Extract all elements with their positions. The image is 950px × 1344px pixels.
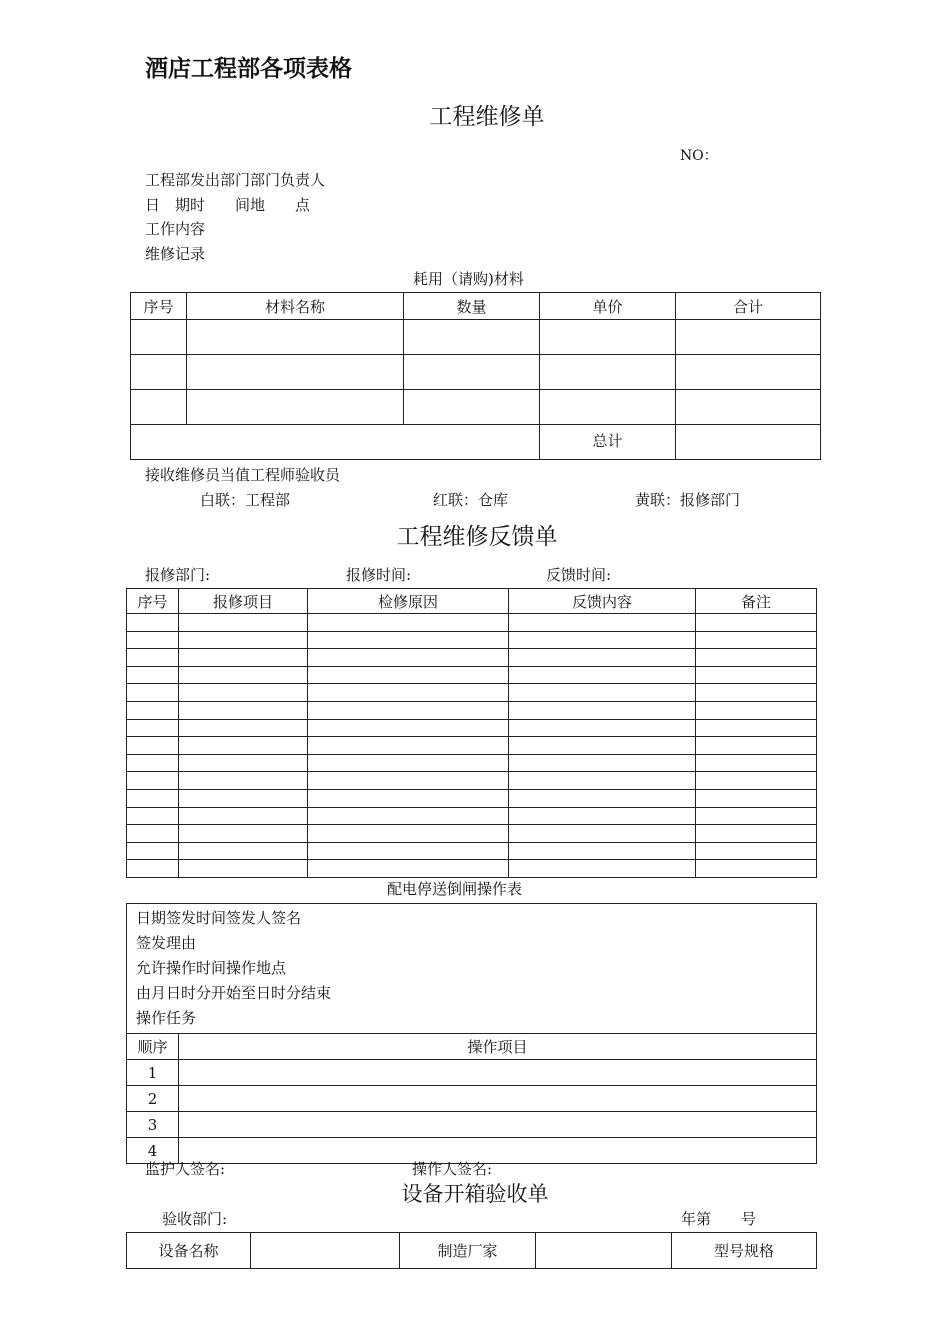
copy-red: 红联：仓库 — [433, 491, 509, 509]
table-cell[interactable] — [696, 684, 817, 702]
feedback-return-time-label: 反馈时间: — [546, 566, 612, 584]
table-cell[interactable] — [127, 860, 179, 878]
feedback-header-row — [127, 589, 817, 614]
table-cell[interactable] — [308, 772, 509, 790]
table-cell[interactable] — [131, 390, 187, 425]
feedback-table-body — [127, 614, 817, 878]
table-row — [127, 649, 817, 667]
table-cell[interactable] — [179, 701, 308, 719]
table-cell[interactable] — [696, 701, 817, 719]
table-cell[interactable] — [127, 719, 179, 737]
table-cell[interactable] — [308, 631, 509, 649]
table-row — [127, 719, 817, 737]
table-row — [127, 666, 817, 684]
feedback-time-label: 报修时间: — [346, 566, 412, 584]
table-row — [131, 320, 821, 355]
unboxing-year-number: 年第 号 — [681, 1210, 757, 1228]
materials-caption: 耗用（请购)材料 — [413, 270, 524, 288]
table-cell[interactable] — [509, 807, 696, 825]
table-cell[interactable] — [696, 666, 817, 684]
table-cell[interactable] — [696, 860, 817, 878]
table-cell[interactable] — [127, 754, 179, 772]
table-cell[interactable] — [179, 737, 308, 755]
table-cell[interactable] — [308, 860, 509, 878]
table-cell[interactable] — [509, 719, 696, 737]
table-cell[interactable] — [308, 614, 509, 632]
table-cell[interactable] — [308, 701, 509, 719]
table-cell[interactable] — [696, 807, 817, 825]
table-cell[interactable] — [509, 631, 696, 649]
materials-table — [130, 292, 821, 460]
table-cell[interactable] — [127, 666, 179, 684]
manufacturer-cell[interactable] — [536, 1233, 672, 1269]
table-row — [127, 825, 817, 843]
table-cell[interactable] — [308, 684, 509, 702]
table-row — [131, 390, 821, 425]
table-cell[interactable] — [308, 807, 509, 825]
col-header-remarks: 备注 — [696, 589, 817, 614]
table-cell[interactable] — [696, 737, 817, 755]
unboxing-dept-label: 验收部门: — [162, 1210, 228, 1228]
table-cell[interactable] — [179, 719, 308, 737]
table-cell[interactable] — [404, 390, 540, 425]
table-row — [127, 807, 817, 825]
table-cell[interactable] — [509, 684, 696, 702]
table-cell[interactable] — [179, 842, 308, 860]
repair-order-number-label: NO： — [680, 148, 718, 164]
table-cell[interactable] — [127, 842, 179, 860]
table-cell[interactable] — [696, 772, 817, 790]
copy-yellow: 黄联：报修部门 — [635, 491, 741, 509]
switch-info-task: 操作任务 — [136, 1009, 197, 1027]
col-header-cause: 检修原因 — [308, 589, 509, 614]
table-cell[interactable] — [127, 789, 179, 807]
table-cell[interactable] — [179, 860, 308, 878]
table-cell[interactable] — [509, 825, 696, 843]
table-cell[interactable] — [509, 666, 696, 684]
table-cell[interactable] — [127, 631, 179, 649]
materials-header-row — [131, 293, 821, 320]
table-row — [127, 684, 817, 702]
row-number: 1 — [127, 1060, 179, 1086]
table-cell[interactable] — [696, 825, 817, 843]
repair-order-line-record: 维修记录 — [145, 245, 206, 263]
switch-info-period: 由月日时分开始至日时分结束 — [136, 984, 332, 1002]
table-cell[interactable] — [179, 1086, 817, 1112]
table-cell[interactable] — [509, 649, 696, 667]
table-cell[interactable] — [696, 649, 817, 667]
feedback-table — [126, 588, 817, 878]
table-row — [127, 1086, 817, 1112]
table-row — [127, 701, 817, 719]
device-name-cell[interactable] — [251, 1233, 400, 1269]
col-header-operation-item: 操作项目 — [179, 1034, 817, 1060]
table-cell[interactable] — [187, 390, 404, 425]
table-cell[interactable] — [308, 825, 509, 843]
table-cell[interactable] — [127, 701, 179, 719]
col-header-seq: 序号 — [131, 293, 187, 320]
table-cell[interactable] — [179, 614, 308, 632]
device-name-label: 设备名称 — [127, 1233, 251, 1269]
table-cell[interactable] — [696, 614, 817, 632]
col-header-seq: 序号 — [127, 589, 179, 614]
table-cell[interactable] — [127, 825, 179, 843]
col-header-unit-price: 单价 — [540, 293, 676, 320]
col-header-quantity: 数量 — [404, 293, 540, 320]
table-cell[interactable] — [540, 355, 676, 390]
table-cell[interactable] — [179, 666, 308, 684]
table-cell[interactable] — [540, 390, 676, 425]
document-title: 酒店工程部各项表格 — [145, 55, 352, 82]
table-cell[interactable] — [676, 320, 821, 355]
switch-info-reason: 签发理由 — [136, 934, 197, 952]
table-cell[interactable] — [131, 355, 187, 390]
table-cell[interactable] — [404, 320, 540, 355]
table-cell[interactable] — [308, 754, 509, 772]
model-spec-label: 型号规格 — [672, 1233, 817, 1269]
signoff-line: 接收维修员当值工程师验收员 — [145, 466, 341, 484]
table-cell[interactable] — [509, 842, 696, 860]
table-row — [127, 842, 817, 860]
total-value-cell[interactable] — [676, 425, 821, 460]
row-number: 4 — [127, 1138, 179, 1164]
unboxing-form-title: 设备开箱验收单 — [401, 1182, 549, 1206]
table-cell[interactable] — [308, 842, 509, 860]
table-row — [127, 614, 817, 632]
table-cell[interactable] — [187, 355, 404, 390]
table-row — [127, 631, 817, 649]
row-number: 3 — [127, 1112, 179, 1138]
table-row — [127, 754, 817, 772]
col-header-order: 顺序 — [127, 1034, 179, 1060]
table-cell[interactable] — [308, 789, 509, 807]
table-cell[interactable] — [179, 1060, 817, 1086]
manufacturer-label: 制造厂家 — [400, 1233, 536, 1269]
col-header-material-name: 材料名称 — [187, 293, 404, 320]
guardian-sign-label: 监护人签名: — [145, 1160, 226, 1178]
row-number: 2 — [127, 1086, 179, 1112]
table-cell[interactable] — [676, 355, 821, 390]
repair-order-line-content: 工作内容 — [145, 220, 206, 238]
table-cell[interactable] — [179, 1112, 817, 1138]
table-row — [127, 1060, 817, 1086]
table-cell[interactable] — [509, 737, 696, 755]
table-cell[interactable] — [696, 789, 817, 807]
table-cell[interactable] — [308, 719, 509, 737]
table-cell[interactable] — [179, 825, 308, 843]
table-cell[interactable] — [404, 355, 540, 390]
repair-order-line-date: 日 期时 间地 点 — [145, 196, 311, 214]
table-cell[interactable] — [509, 701, 696, 719]
table-cell[interactable] — [127, 737, 179, 755]
repair-order-title: 工程维修单 — [429, 104, 545, 130]
table-cell — [131, 425, 540, 460]
table-cell[interactable] — [127, 649, 179, 667]
table-cell[interactable] — [308, 737, 509, 755]
table-cell[interactable] — [127, 684, 179, 702]
table-row — [127, 1233, 817, 1269]
table-cell[interactable] — [696, 754, 817, 772]
table-cell[interactable] — [179, 649, 308, 667]
table-cell[interactable] — [127, 614, 179, 632]
repair-order-line-dept: 工程部发出部门部门负责人 — [145, 171, 326, 189]
table-cell[interactable] — [509, 772, 696, 790]
table-row — [127, 737, 817, 755]
switch-operation-table — [126, 903, 817, 1164]
switch-operation-caption: 配电停送倒闸操作表 — [387, 880, 523, 898]
switch-info-cell — [127, 904, 817, 1034]
table-cell[interactable] — [509, 754, 696, 772]
col-header-subtotal: 合计 — [676, 293, 821, 320]
table-cell[interactable] — [308, 649, 509, 667]
copy-white: 白联：工程部 — [200, 491, 291, 509]
table-row — [127, 789, 817, 807]
table-cell[interactable] — [509, 789, 696, 807]
table-cell[interactable] — [696, 842, 817, 860]
table-cell[interactable] — [179, 684, 308, 702]
table-cell[interactable] — [509, 614, 696, 632]
table-row — [127, 860, 817, 878]
table-cell[interactable] — [696, 719, 817, 737]
feedback-form-title: 工程维修反馈单 — [396, 524, 558, 550]
operator-sign-label: 操作人签名: — [412, 1160, 493, 1178]
table-cell[interactable] — [127, 772, 179, 790]
unboxing-table — [126, 1232, 817, 1269]
table-cell[interactable] — [179, 754, 308, 772]
table-row — [131, 355, 821, 390]
table-cell[interactable] — [179, 807, 308, 825]
col-header-repair-item: 报修项目 — [179, 589, 308, 614]
table-row — [127, 1112, 817, 1138]
table-cell[interactable] — [676, 390, 821, 425]
col-header-feedback: 反馈内容 — [509, 589, 696, 614]
table-cell[interactable] — [179, 772, 308, 790]
feedback-dept-label: 报修部门: — [145, 566, 211, 584]
table-row — [127, 772, 817, 790]
switch-header-row — [127, 1034, 817, 1060]
table-cell[interactable] — [127, 807, 179, 825]
total-label: 总计 — [540, 425, 676, 460]
table-cell[interactable] — [179, 1138, 817, 1164]
table-cell[interactable] — [696, 631, 817, 649]
table-cell[interactable] — [179, 789, 308, 807]
table-cell[interactable] — [509, 860, 696, 878]
table-cell[interactable] — [308, 666, 509, 684]
table-cell[interactable] — [187, 320, 404, 355]
table-cell[interactable] — [131, 320, 187, 355]
switch-info-row — [127, 904, 817, 1034]
switch-info-issue: 日期签发时间签发人签名 — [136, 909, 302, 927]
table-cell[interactable] — [179, 631, 308, 649]
table-cell[interactable] — [540, 320, 676, 355]
switch-info-allowed-time: 允许操作时间操作地点 — [136, 959, 287, 977]
total-row — [131, 425, 821, 460]
